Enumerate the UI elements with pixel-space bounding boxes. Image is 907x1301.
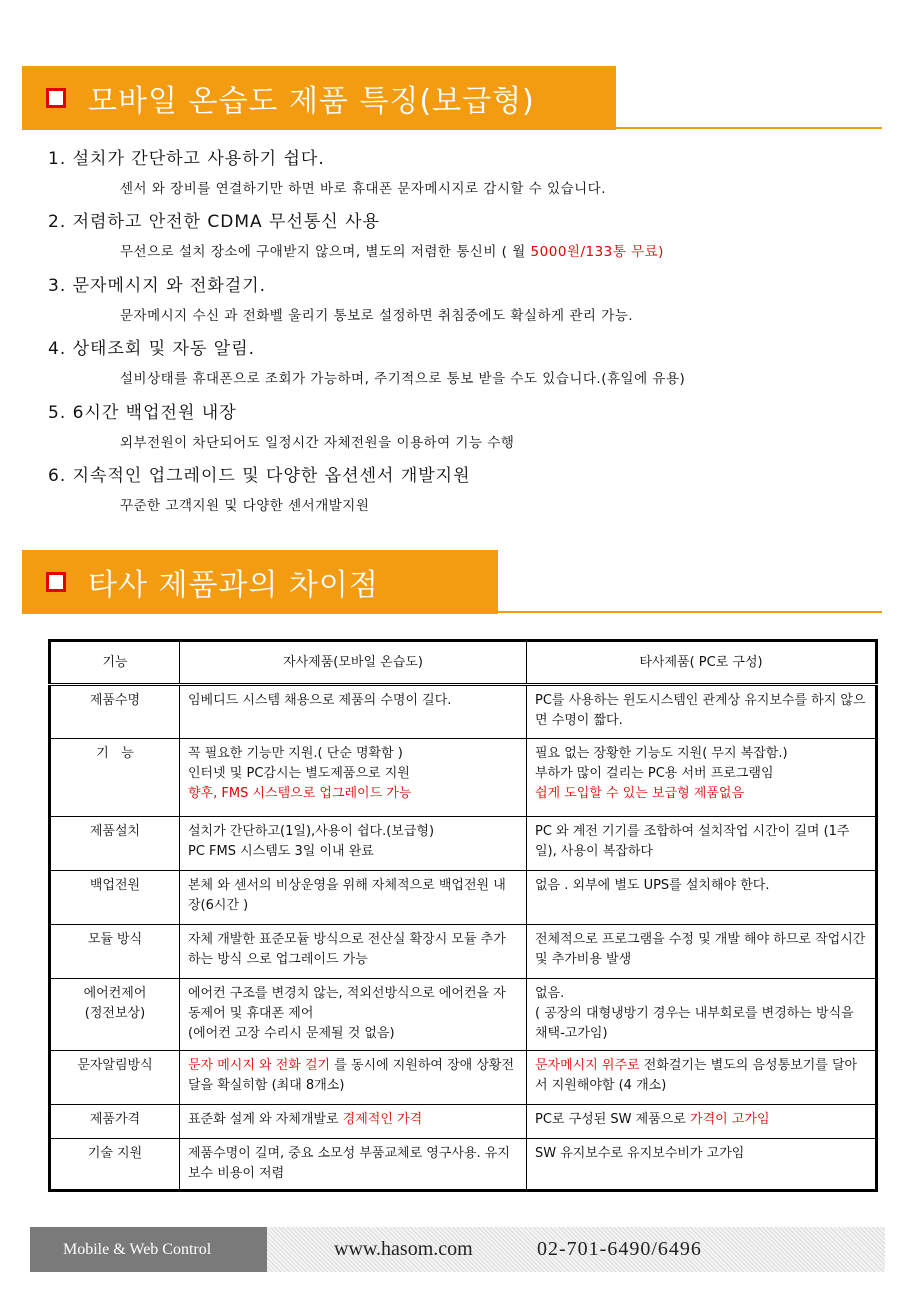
section-header-comparison (22, 550, 498, 614)
cell-line: 필요 없는 장황한 기능도 지원( 무지 복잡함.) (535, 746, 788, 761)
cell-line: 꼭 필요한 기능만 지원.( 단순 명확함 ) (188, 746, 403, 761)
feature-list (48, 147, 878, 527)
feature-title: 1. 설치가 간단하고 사용하기 쉽다. (48, 149, 325, 169)
checkbox-bullet-icon (46, 572, 66, 592)
cell-highlight: 문자메시지 위주로 (535, 1058, 640, 1073)
feature-cell: 제품수명 (50, 685, 180, 739)
cell-highlight: 문자 메시지 와 전화 걸기 (188, 1058, 331, 1073)
table-header-row (50, 641, 877, 685)
feature-desc: 문자메시지 수신 과 전화벨 울리기 통보로 설정하면 취침중에도 확실하게 관리 가능. (120, 307, 634, 324)
cell-highlight: 경제적인 가격 (342, 1112, 423, 1127)
theirs-cell: 전체적으로 프로그램을 수정 및 개발 해야 하므로 작업시간 및 추가비용 발생 (527, 925, 877, 979)
footer-website: www.hasom.com (334, 1238, 473, 1260)
cell-line: 인터넷 및 PC감시는 별도제품으로 지원 (188, 766, 410, 781)
table-row (50, 739, 877, 817)
column-header-ours: 자사제품(모바일 온습도) (180, 641, 527, 685)
feature-item (48, 274, 878, 337)
column-header-theirs: 타사제품( PC로 구성) (527, 641, 877, 685)
cell-text: PC로 구성된 SW 제품으로 (535, 1112, 691, 1127)
feature-desc-text: 무선으로 설치 장소에 구애받지 않으며, 별도의 저렴한 통신비 ( 월 (120, 244, 531, 261)
footer-tagline: Mobile & Web Control (30, 1227, 267, 1272)
theirs-cell: PC 와 계전 기기를 조합하여 설치작업 시간이 길며 (1주일), 사용이 복잡하다 (527, 817, 877, 871)
cell-text: 표준화 설계 와 자체개발로 (188, 1112, 343, 1127)
cell-line-highlight: 향후, FMS 시스템으로 업그레이드 가능 (188, 786, 412, 801)
feature-item (48, 401, 878, 464)
cell-line: (에어컨 고장 수리시 문제될 것 없음) (188, 1026, 395, 1041)
section-title: 타사 제품과의 차이점 (88, 568, 379, 603)
section-divider (22, 611, 882, 613)
feature-item (48, 464, 878, 527)
feature-item (48, 210, 878, 273)
ours-cell: 본체 와 센서의 비상운영을 위해 자체적으로 백업전원 내장(6시간 ) (180, 871, 527, 925)
ours-cell (180, 1051, 527, 1105)
table-row (50, 1139, 877, 1191)
theirs-cell (527, 979, 877, 1051)
section-title: 모바일 온습도 제품 특징(보급형) (88, 84, 535, 119)
cell-line: 에어컨 구조를 변경치 않는, 적외선방식으로 에어컨을 자동제어 및 휴대폰 제어 (188, 986, 506, 1021)
feature-cell: 모듈 방식 (50, 925, 180, 979)
feature-item (48, 147, 878, 210)
feature-cell: 기 능 (50, 739, 180, 817)
column-header-feature: 기능 (50, 641, 180, 685)
table-row (50, 979, 877, 1051)
footer-bar (30, 1227, 885, 1272)
cell-line: ( 공장의 대형냉방기 경우는 내부회로를 변경하는 방식을 채택-고가임) (535, 1006, 854, 1041)
cell-line: PC FMS 시스템도 3일 이내 완료 (188, 844, 374, 859)
feature-cell: 문자알림방식 (50, 1051, 180, 1105)
footer-phone: 02-701-6490/6496 (537, 1238, 702, 1260)
feature-item (48, 337, 878, 400)
feature-cell: 제품가격 (50, 1105, 180, 1139)
ours-cell (180, 739, 527, 817)
cell-line: 에어컨제어 (83, 986, 147, 1001)
feature-desc: 외부전원이 차단되어도 일정시간 자체전원을 이용하여 기능 수행 (120, 434, 515, 451)
ours-cell: 임베디드 시스템 채용으로 제품의 수명이 길다. (180, 685, 527, 739)
ours-cell: 자체 개발한 표준모듈 방식으로 전산실 확장시 모듈 추가하는 방식 으로 업그레이드 가능 (180, 925, 527, 979)
feature-cell (50, 979, 180, 1051)
ours-cell: 제품수명이 길며, 중요 소모성 부품교체로 영구사용. 유지보수 비용이 저렴 (180, 1139, 527, 1191)
ours-cell (180, 979, 527, 1051)
feature-desc: 설비상태를 휴대폰으로 조회가 가능하며, 주기적으로 통보 받을 수도 있습니다.(휴일에 유용) (120, 371, 686, 388)
cell-line: 설치가 간단하고(1일),사용이 쉽다.(보급형) (188, 824, 435, 839)
feature-cell: 기술 지원 (50, 1139, 180, 1191)
feature-desc (120, 240, 878, 264)
feature-title: 3. 문자메시지 와 전화걸기. (48, 275, 267, 296)
theirs-cell (527, 1051, 877, 1105)
table-row (50, 925, 877, 979)
section-divider (22, 127, 882, 129)
cell-line: (정전보상) (84, 1006, 146, 1021)
theirs-cell (527, 739, 877, 817)
theirs-cell: 없음 . 외부에 별도 UPS를 설치해야 한다. (527, 871, 877, 925)
table-row (50, 817, 877, 871)
theirs-cell: PC를 사용하는 윈도시스템인 관계상 유지보수를 하지 않으면 수명이 짧다. (527, 685, 877, 739)
feature-title: 5. 6시간 백업전원 내장 (48, 402, 237, 423)
ours-cell (180, 1105, 527, 1139)
feature-desc: 센서 와 장비를 연결하기만 하면 바로 휴대폰 문자메시지로 감시할 수 있습니다. (120, 181, 607, 197)
cell-text: 를 동시에 지원하여 장애 상황전달을 확실히함 (최대 8개소) (188, 1058, 515, 1093)
ours-cell (180, 817, 527, 871)
cell-highlight: 가격이 고가임 (690, 1112, 770, 1127)
cell-line: 부하가 많이 걸리는 PC용 서버 프로그램임 (535, 766, 774, 781)
feature-desc: 꾸준한 고객지원 및 다양한 센서개발지원 (120, 497, 370, 514)
feature-cell: 백업전원 (50, 871, 180, 925)
cell-text: 전화걸기는 별도의 음성통보기를 달아서 지원해야함 (4 개소) (535, 1058, 858, 1093)
feature-title: 4. 상태조회 및 자동 알림. (48, 339, 256, 360)
feature-desc-highlight: 5000원/133통 무료) (530, 244, 664, 261)
theirs-cell: SW 유지보수로 유지보수비가 고가임 (527, 1139, 877, 1191)
table-row (50, 871, 877, 925)
table-row (50, 1051, 877, 1105)
comparison-table (48, 639, 878, 1192)
table-row (50, 685, 877, 739)
section-header-features (22, 66, 616, 130)
theirs-cell (527, 1105, 877, 1139)
feature-title: 6. 지속적인 업그레이드 및 다양한 옵션센서 개발지원 (48, 465, 471, 486)
cell-line: 없음. (535, 986, 565, 1001)
feature-title: 2. 저렴하고 안전한 CDMA 무선통신 사용 (48, 212, 380, 233)
cell-line-highlight: 쉽게 도입할 수 있는 보급형 제품없음 (535, 786, 745, 801)
checkbox-bullet-icon (46, 88, 66, 108)
feature-cell: 제품설치 (50, 817, 180, 871)
table-row (50, 1105, 877, 1139)
